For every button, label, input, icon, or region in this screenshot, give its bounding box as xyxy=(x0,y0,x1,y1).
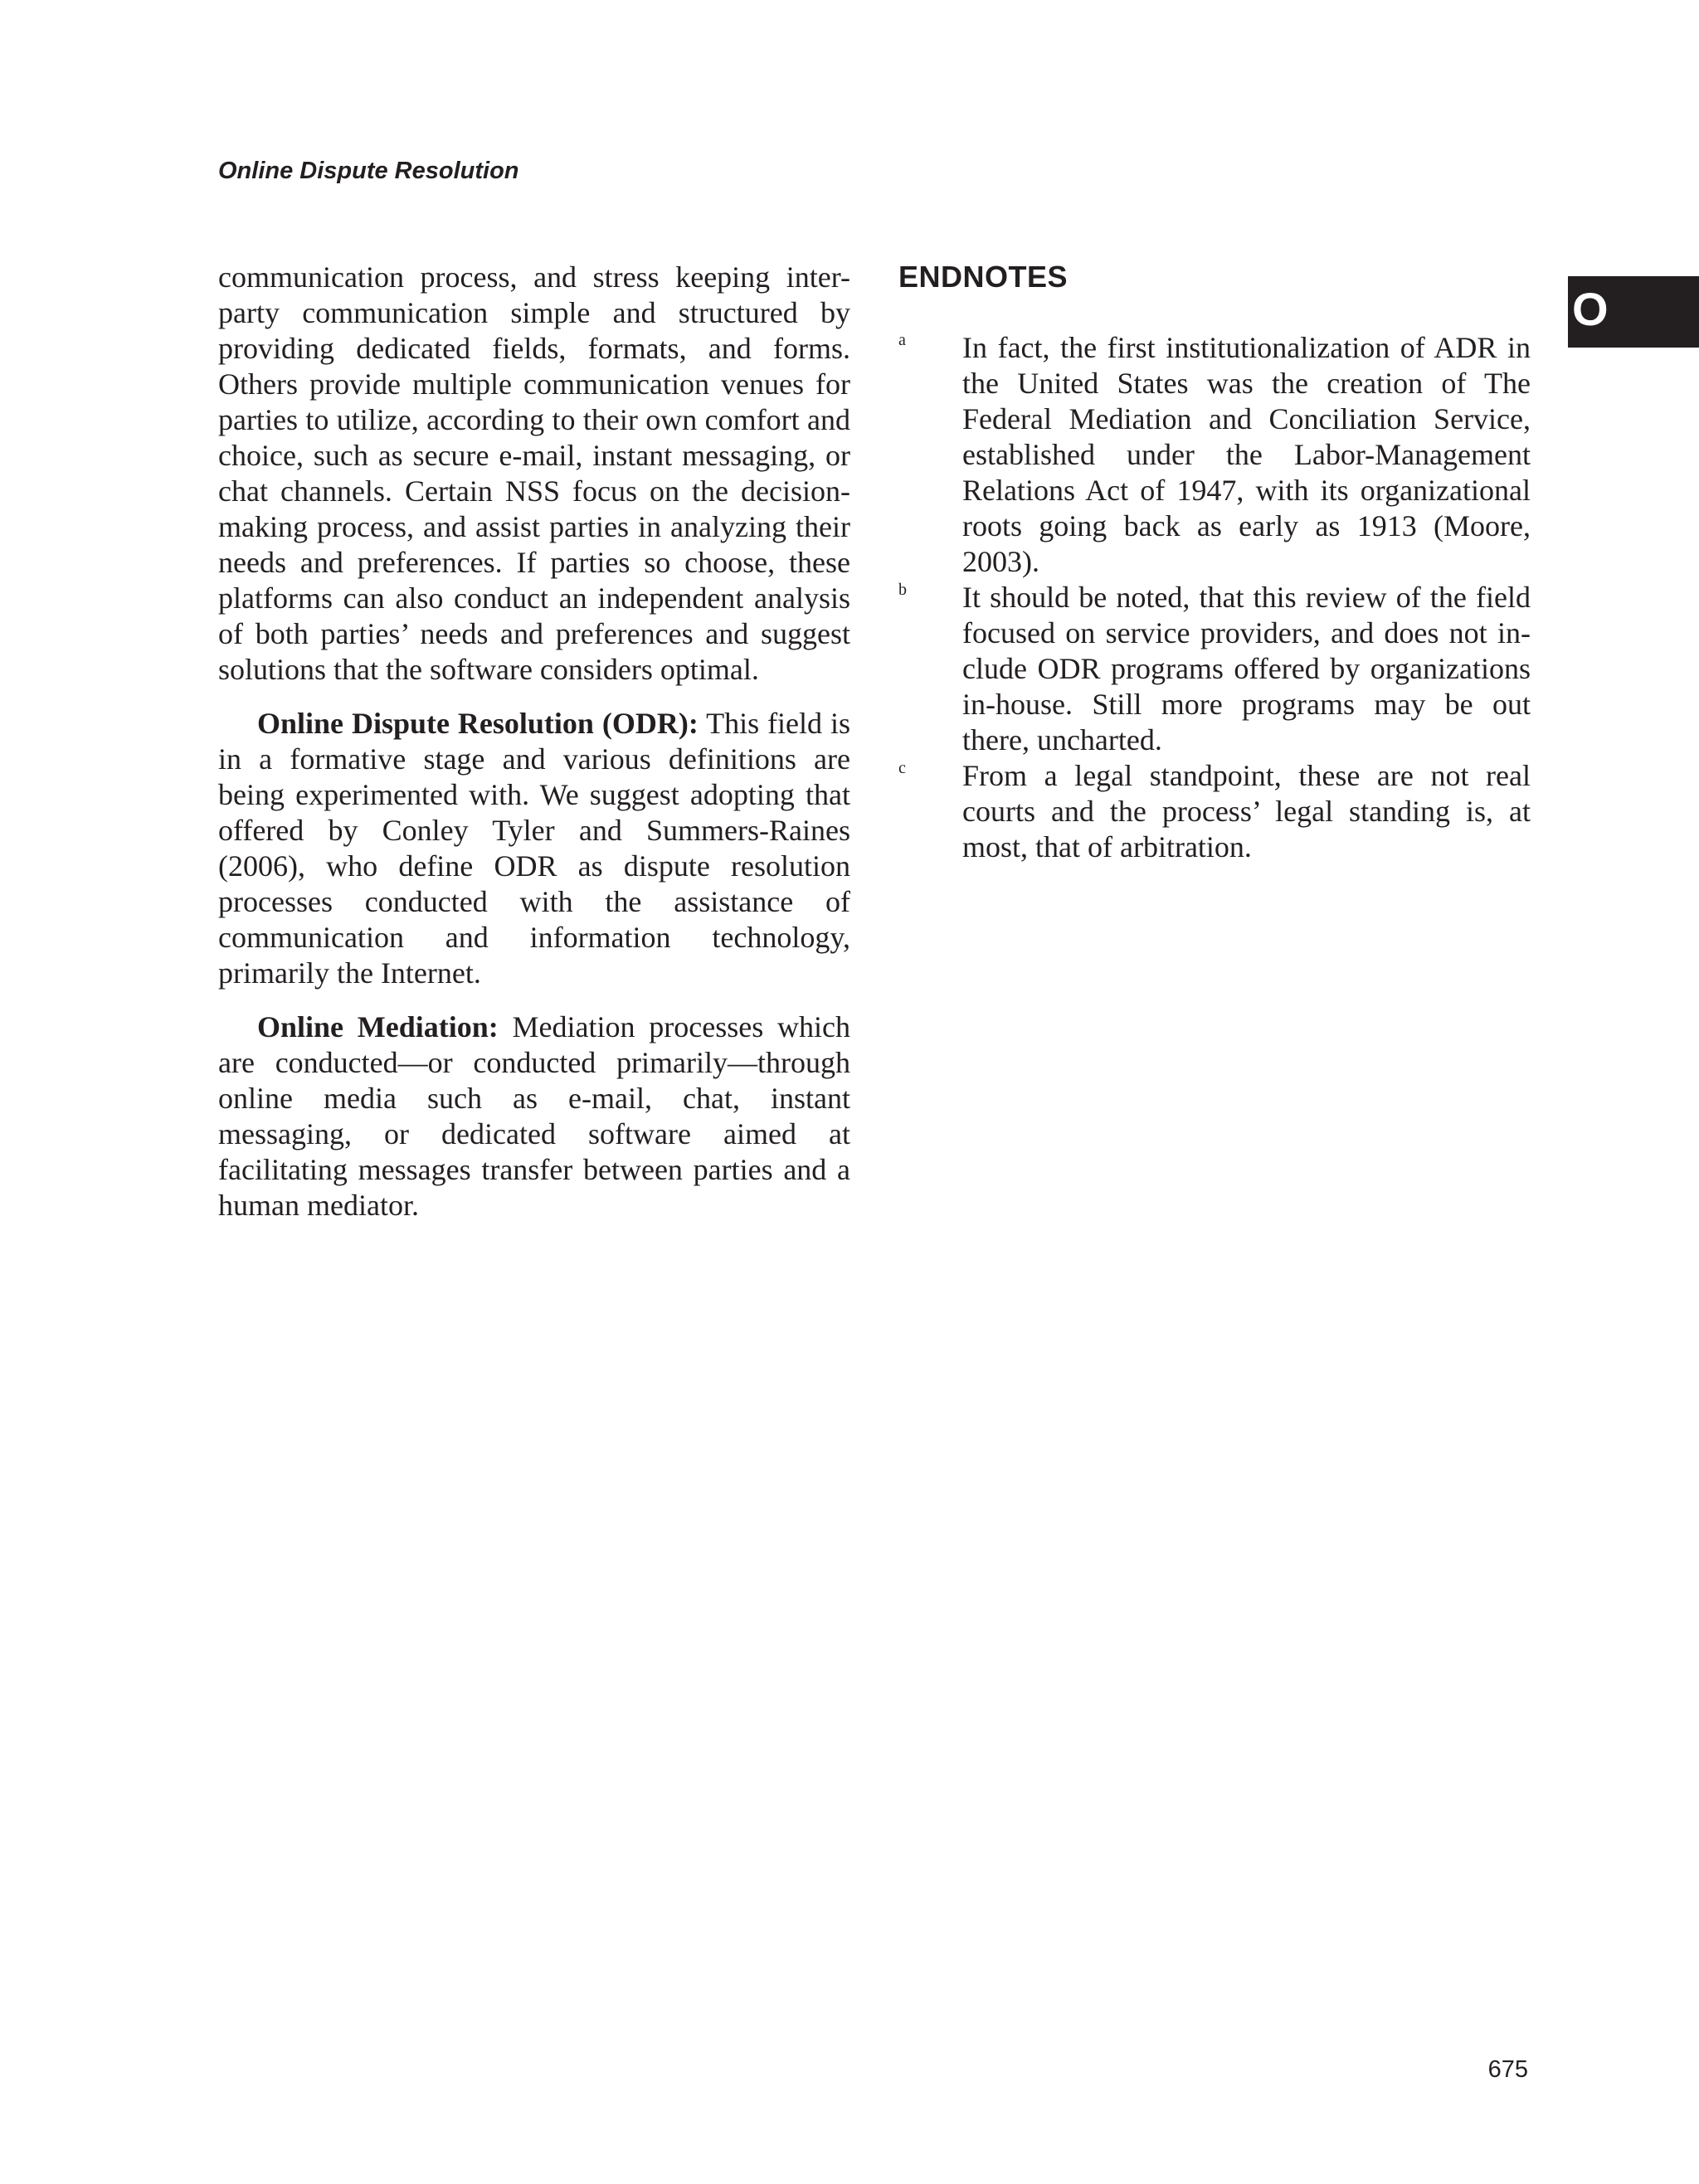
endnote-text: It should be noted, that this review of the field focused on service providers, and does not include ODR programs offered by organizations in-house. Still more programs may be out there, uncharted. xyxy=(962,581,1531,756)
endnote-text: In fact, the first institutionalization of ADR in the United States was the creation of The Federal Mediation and Conciliation Service, established under the Labor-Management Relations Act of 1947, with its organizational roots going back as early as 1913 (Moore, 2003). xyxy=(962,331,1531,578)
left-column xyxy=(218,260,850,1242)
definition-text: Mediation processes which are conducted—or conducted primarily—through online media such as e-mail, chat, instant messaging, or dedicated software aimed at facilitating messages transfer between parties and a human mediator. xyxy=(218,1010,850,1222)
endnote-item xyxy=(898,758,1531,865)
definition-paragraph-odr xyxy=(218,706,850,991)
endnote-item xyxy=(898,330,1531,580)
endnotes-list xyxy=(898,330,1531,865)
endnote-marker: a xyxy=(898,331,906,349)
body-paragraph: communication process, and stress keeping inter-party communication simple and structured by providing dedicated fields, formats, and forms. Others provide multiple communication venues for parties to utilize, according to their own comfort and choice, such as secure e-mail, instant messaging, or chat channels. Certain NSS focus on the decision-making process, and assist parties in analyzing their needs and preferences. If parties so choose, these platforms can also conduct an independent analysis of both parties’ needs and preferences and suggest solutions that the software considers optimal. xyxy=(218,260,850,686)
endnote-marker: c xyxy=(898,759,906,777)
endnotes-heading: ENDNOTES xyxy=(898,260,1069,294)
definition-term: Online Dispute Resolution (ODR): xyxy=(257,707,699,740)
definition-paragraph-online-mediation xyxy=(218,1009,850,1223)
endnote-marker: b xyxy=(898,581,907,599)
page-number: 675 xyxy=(1487,2056,1528,2083)
running-head: Online Dispute Resolution xyxy=(218,158,519,184)
definition-term: Online Mediation: xyxy=(257,1010,499,1043)
definition-text: This field is in a formative stage and various definitions are being experimented with. We suggest adopting that offered by Conley Tyler and Summers-Raines (2006), who define ODR as dispute resolution processes conducted with the assistance of communication and information technology, primarily the Internet. xyxy=(218,707,850,990)
thumb-tab-letter: O xyxy=(1572,283,1609,335)
endnote-item xyxy=(898,580,1531,758)
endnote-text: From a legal standpoint, these are not real courts and the process’ legal standing is, at most, that of arbitration. xyxy=(962,759,1531,863)
